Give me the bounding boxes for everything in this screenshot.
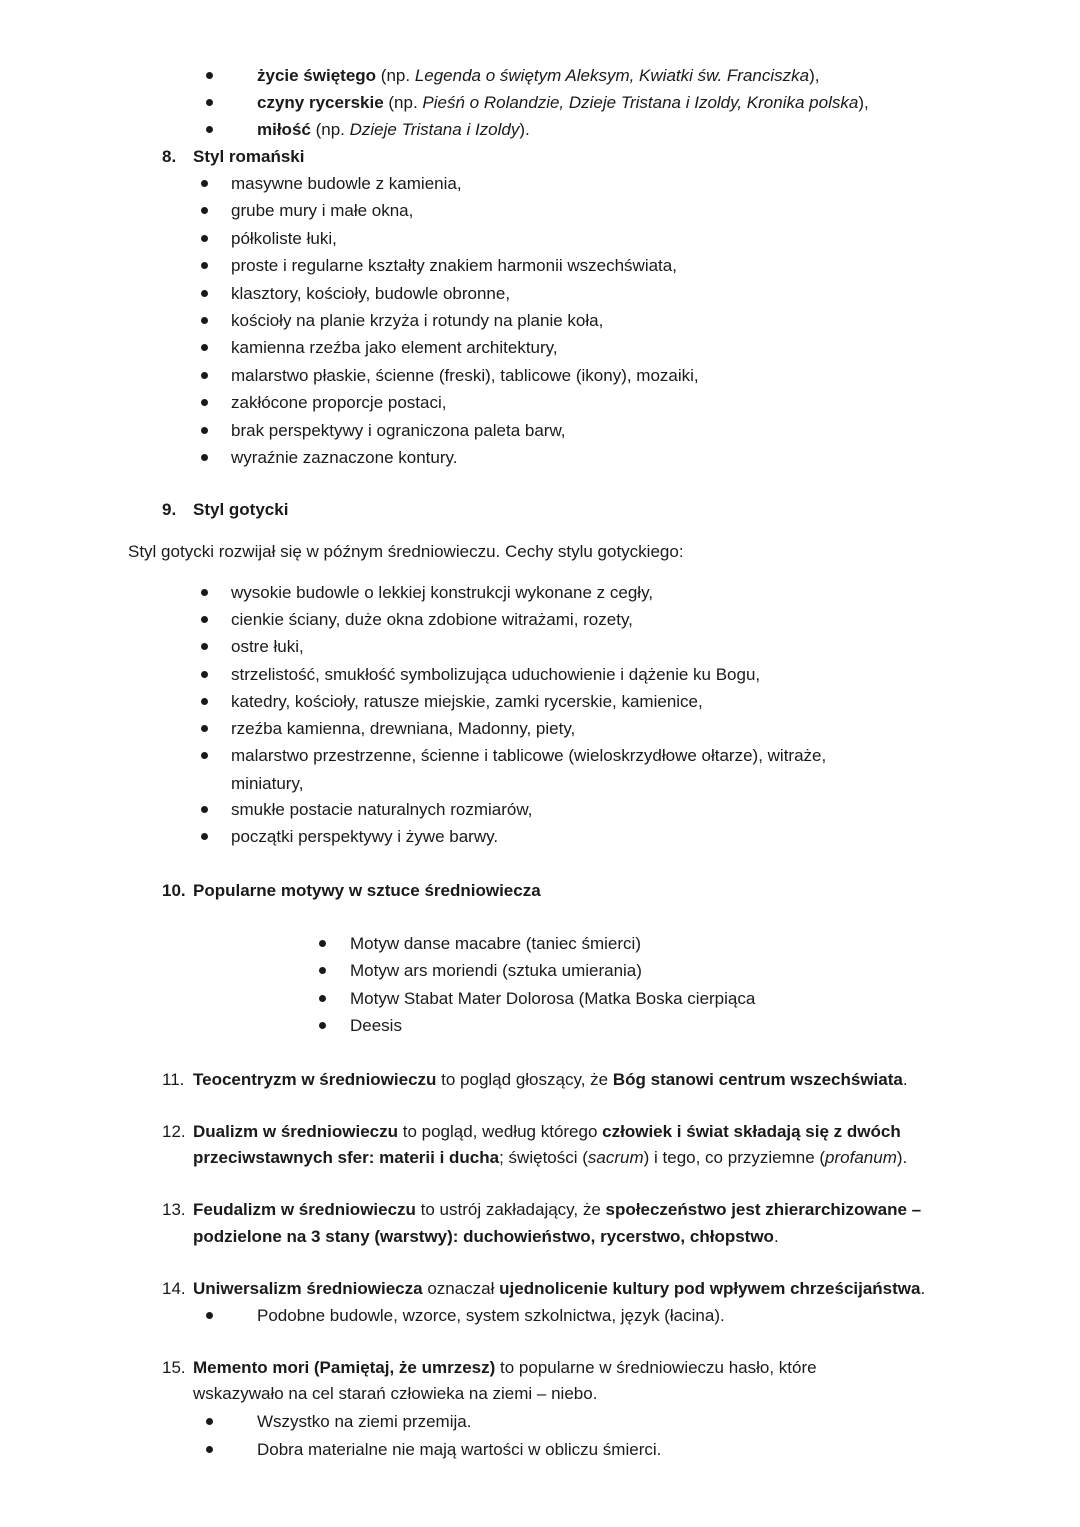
list-item: ostre łuki,	[231, 637, 304, 657]
list-item: życie świętego (np. Legenda o świętym Aleksym, Kwiatki św. Franciszka),	[257, 66, 820, 85]
bullet-icon	[201, 344, 208, 351]
section-title: Popularne motywy w sztuce średniowiecza	[193, 881, 541, 900]
list-item: masywne budowle z kamienia,	[231, 174, 462, 193]
bullet-icon	[201, 207, 208, 214]
list-item: grube mury i małe okna,	[231, 201, 414, 221]
list-item: proste i regularne kształty znakiem harmonii wszechświata,	[231, 256, 677, 276]
list-item: katedry, kościoły, ratusze miejskie, zamki rycerskie, kamienice,	[231, 691, 703, 711]
list-item: zakłócone proporcje postaci,	[231, 393, 447, 413]
list-item: wysokie budowle o lekkiej konstrukcji wykonane z cegły,	[231, 583, 654, 602]
section-title: Styl romański	[193, 147, 305, 166]
bullet-icon	[201, 235, 208, 242]
list-item-continuation: miniatury,	[231, 774, 304, 793]
bullet-icon	[319, 967, 326, 974]
bullet-icon	[206, 1312, 213, 1319]
section-number: 13.	[162, 1200, 186, 1219]
paragraph: Teocentryzm w średniowieczu to pogląd głoszący, że Bóg stanowi centrum wszechświata.	[193, 1070, 908, 1089]
paragraph-line: przeciwstawnych sfer: materii i ducha; świętości (sacrum) i tego, co przyziemne (profanum).	[193, 1148, 908, 1167]
bullet-icon	[201, 752, 208, 759]
bullet-icon	[201, 454, 208, 461]
paragraph-line: wskazywało na cel starań człowieka na ziemi – niebo.	[193, 1384, 598, 1403]
bullet-icon	[206, 126, 213, 133]
bullet-icon	[206, 99, 213, 106]
paragraph-line: podzielone na 3 stany (warstwy): duchowieństwo, rycerstwo, chłopstwo.	[193, 1227, 779, 1246]
paragraph-line: Feudalizm w średniowieczu to ustrój zakładający, że społeczeństwo jest zhierarchizowane –	[193, 1200, 922, 1219]
section-number: 10.	[162, 881, 186, 900]
section-number: 14.	[162, 1279, 186, 1298]
list-item: kamienna rzeźba jako element architektury,	[231, 338, 558, 358]
bullet-icon	[206, 72, 213, 79]
bullet-icon	[201, 643, 208, 650]
bullet-icon	[206, 1446, 213, 1453]
section-number: 11.	[162, 1070, 185, 1089]
bullet-icon	[201, 589, 208, 596]
section-number: 8.	[162, 147, 177, 166]
list-item: cienkie ściany, duże okna zdobione witrażami, rozety,	[231, 610, 633, 630]
list-item: Wszystko na ziemi przemija.	[257, 1412, 472, 1431]
list-item: rzeźba kamienna, drewniana, Madonny, piety,	[231, 719, 576, 738]
list-item: brak perspektywy i ograniczona paleta barw,	[231, 420, 566, 440]
list-item: Motyw Stabat Mater Dolorosa (Matka Boska cierpiąca	[350, 988, 756, 1008]
list-item: Motyw danse macabre (taniec śmierci)	[350, 934, 641, 953]
bullet-icon	[201, 833, 208, 840]
list-item: wyraźnie zaznaczone kontury.	[231, 448, 458, 467]
bullet-icon	[201, 399, 208, 406]
list-item: Deesis	[350, 1015, 402, 1035]
bullet-icon	[201, 372, 208, 379]
list-item: miłość (np. Dzieje Tristana i Izoldy).	[257, 120, 530, 139]
section-intro: Styl gotycki rozwijał się w późnym średniowieczu. Cechy stylu gotyckiego:	[128, 542, 684, 561]
list-item: malarstwo płaskie, ścienne (freski), tablicowe (ikony), mozaiki,	[231, 365, 699, 385]
list-item: strzelistość, smukłość symbolizująca uduchowienie i dążenie ku Bogu,	[231, 664, 761, 684]
paragraph-line: Dualizm w średniowieczu to pogląd, według którego człowiek i świat składają się z dwóch	[193, 1122, 901, 1141]
bullet-icon	[201, 317, 208, 324]
bullet-icon	[201, 616, 208, 623]
paragraph-line: Memento mori (Pamiętaj, że umrzesz) to popularne w średniowieczu hasło, które	[193, 1358, 817, 1377]
bullet-icon	[319, 1022, 326, 1029]
section-number: 9.	[162, 500, 177, 519]
bullet-icon	[201, 725, 208, 732]
list-item: Motyw ars moriendi (sztuka umierania)	[350, 961, 642, 981]
list-item: smukłe postacie naturalnych rozmiarów,	[231, 799, 533, 819]
list-item: klasztory, kościoły, budowle obronne,	[231, 283, 511, 303]
list-item: początki perspektywy i żywe barwy.	[231, 827, 499, 847]
paragraph: Uniwersalizm średniowiecza oznaczał ujednolicenie kultury pod wpływem chrześcijaństwa.	[193, 1279, 926, 1298]
list-item: Podobne budowle, wzorce, system szkolnictwa, język (łacina).	[257, 1306, 725, 1325]
bullet-icon	[319, 940, 326, 947]
section-title: Styl gotycki	[193, 500, 289, 519]
bullet-icon	[201, 180, 208, 187]
bullet-icon	[201, 427, 208, 434]
bullet-icon	[201, 698, 208, 705]
bullet-icon	[201, 290, 208, 297]
section-number: 15.	[162, 1358, 186, 1377]
bullet-icon	[206, 1418, 213, 1425]
list-item: Dobra materialne nie mają wartości w obliczu śmierci.	[257, 1440, 662, 1459]
list-item: czyny rycerskie (np. Pieśń o Rolandzie, Dzieje Tristana i Izoldy, Kronika polska),	[257, 93, 869, 112]
list-item: półkoliste łuki,	[231, 228, 337, 248]
list-item: malarstwo przestrzenne, ścienne i tablicowe (wieloskrzydłowe ołtarze), witraże,	[231, 746, 827, 766]
section-number: 12.	[162, 1122, 186, 1141]
list-item: kościoły na planie krzyża i rotundy na planie koła,	[231, 311, 604, 330]
bullet-icon	[201, 262, 208, 269]
bullet-icon	[201, 671, 208, 678]
bullet-icon	[201, 806, 208, 813]
bullet-icon	[319, 995, 326, 1002]
